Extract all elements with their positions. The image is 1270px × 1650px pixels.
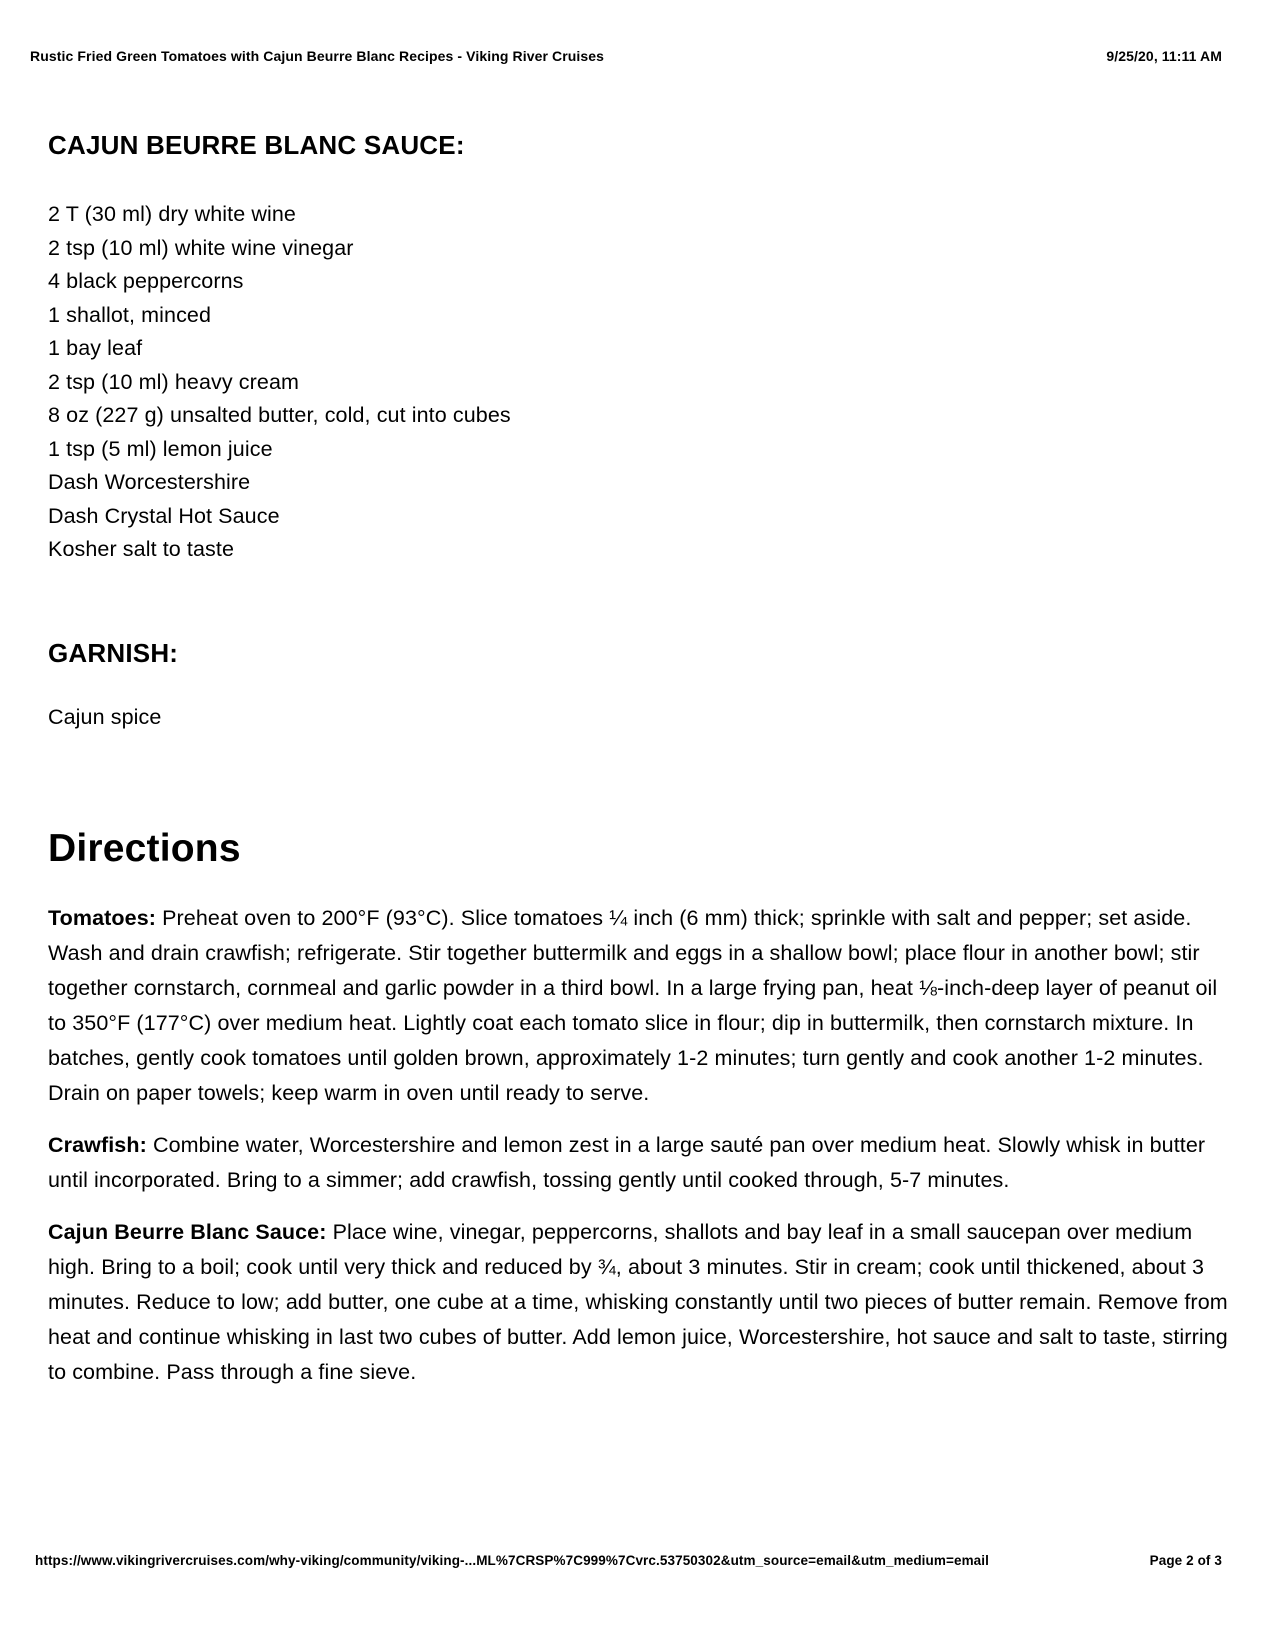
- step-label-sauce: Cajun Beurre Blanc Sauce:: [48, 1219, 327, 1244]
- sauce-section-heading: CAJUN BEURRE BLANC SAUCE:: [48, 130, 465, 160]
- step-text-crawfish: Combine water, Worcestershire and lemon zest in a large sauté pan over medium heat. Slowly whisk in butter until incorporated. Bring to a simmer; add crawfish, tossing gently until cooked through, 5-7 minutes.: [48, 1132, 1206, 1192]
- step-label-crawfish: Crawfish:: [48, 1132, 147, 1157]
- ingredient-item: 1 bay leaf: [48, 336, 143, 360]
- page-indicator: Page 2 of 3: [1149, 1553, 1222, 1568]
- ingredient-item: Kosher salt to taste: [48, 537, 235, 561]
- garnish-item: Cajun spice: [48, 704, 162, 729]
- ingredient-item: Dash Crystal Hot Sauce: [48, 503, 280, 528]
- print-footer: [35, 1553, 1222, 1568]
- sauce-ingredient-list: [48, 198, 1232, 567]
- directions-heading: Directions: [48, 826, 241, 870]
- ingredient-item: 1 shallot, minced: [48, 302, 212, 327]
- direction-step-sauce: [48, 1215, 1232, 1390]
- direction-step-tomatoes: [48, 901, 1232, 1111]
- ingredient-item: 2 tsp (10 ml) heavy cream: [48, 369, 300, 394]
- ingredient-item: 1 tsp (5 ml) lemon juice: [48, 436, 273, 461]
- ingredient-item: 4 black peppercorns: [48, 269, 244, 293]
- ingredient-item: 8 oz (227 g) unsalted butter, cold, cut into cubes: [48, 403, 511, 427]
- ingredient-item: 2 T (30 ml) dry white wine: [48, 202, 296, 226]
- step-label-tomatoes: Tomatoes:: [48, 905, 157, 930]
- document-title: Rustic Fried Green Tomatoes with Cajun Beurre Blanc Recipes - Viking River Cruises: [30, 48, 605, 64]
- source-url: https://www.vikingrivercruises.com/why-viking/community/viking-...ML%7CRSP%7C999%7Cvrc.53750302&utm_source=email&utm_medium=email: [35, 1553, 989, 1568]
- ingredient-item: 2 tsp (10 ml) white wine vinegar: [48, 235, 354, 260]
- print-header: [30, 48, 1222, 64]
- step-text-tomatoes: Preheat oven to 200°F (93°C). Slice tomatoes ¼ inch (6 mm) thick; sprinkle with salt and pepper; set aside. Wash and drain crawfish; refrigerate. Stir together buttermilk and eggs in a shallow bowl; place flour in another bowl; stir together cornstarch, cornmeal and garlic powder in a third bowl. In a large frying pan, heat ⅛-inch-deep layer of peanut oil to 350°F (177°C) over medium heat. Lightly coat each tomato slice in flour; dip in buttermilk, then cornstarch mixture. In batches, gently cook tomatoes until golden brown, approximately 1-2 minutes; turn gently and cook another 1-2 minutes. Drain on paper towels; keep warm in oven until ready to serve.: [48, 905, 1218, 1105]
- garnish-section-heading: GARNISH:: [48, 637, 179, 668]
- recipe-content: [48, 130, 1232, 1407]
- step-text-sauce: Place wine, vinegar, peppercorns, shallots and bay leaf in a small saucepan over medium high. Bring to a boil; cook until very thick and reduced by ¾, about 3 minutes. Stir in cream; cook until thickened, about 3 minutes. Reduce to low; add butter, one cube at a time, whisking constantly until two pieces of butter remain. Remove from heat and continue whisking in last two cubes of butter. Add lemon juice, Worcestershire, hot sauce and salt to taste, stirring to combine. Pass through a fine sieve.: [48, 1219, 1228, 1384]
- direction-step-crawfish: [48, 1128, 1232, 1198]
- ingredient-item: Dash Worcestershire: [48, 470, 251, 494]
- print-timestamp: 9/25/20, 11:11 AM: [1106, 48, 1222, 64]
